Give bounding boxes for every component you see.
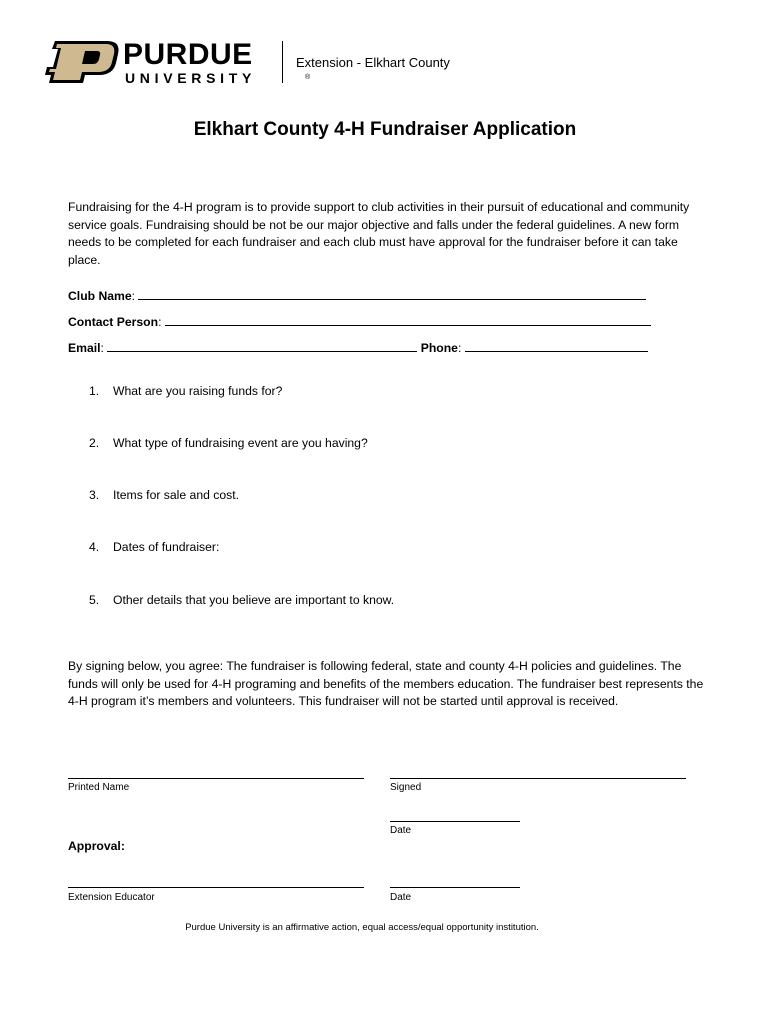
purdue-p-motion-mark-icon [41, 40, 123, 84]
email-label: Email [68, 341, 101, 355]
question-text: Other details that you believe are important to know. [113, 593, 395, 607]
contact-person-field[interactable] [165, 314, 651, 326]
question-number: 3. [89, 488, 100, 502]
intro-paragraph: Fundraising for the 4-H program is to provide support to club activities in their pursuit of educational and community service goals. Fundraising should be not be our major objective and falls under the federal guidelines. A new form needs to be completed for each fundraiser and each club must have approval for the fundraiser before it can take place. [68, 200, 690, 267]
approval-date-caption: Date [390, 892, 412, 903]
signed-date-line[interactable] [390, 821, 520, 822]
contact-person-row [68, 314, 651, 330]
approval-heading: Approval: [68, 839, 125, 853]
phone-field[interactable] [465, 340, 648, 352]
university-wordmark: UNIVERSITY [125, 70, 257, 86]
email-field[interactable] [107, 340, 417, 352]
purdue-logo [41, 38, 311, 86]
question-number: 4. [89, 540, 100, 554]
email-colon: : [100, 341, 104, 355]
printed-name-caption: Printed Name [68, 782, 130, 793]
signature-line[interactable] [390, 778, 686, 779]
email-phone-row [68, 340, 648, 356]
question-number: 5. [89, 593, 100, 607]
question-item [89, 435, 368, 451]
club-name-field[interactable] [138, 288, 646, 300]
question-number: 1. [89, 384, 100, 398]
agreement-paragraph: By signing below, you agree: The fundraiser is following federal, state and county 4-H policies and guidelines. The funds will only be used for 4-H programing and benefits of the members education. The fundraiser best represents the 4-H program it’s members and volunteers. This fundraiser will not be started until approval is received. [68, 659, 704, 708]
approval-date-line[interactable] [390, 887, 520, 888]
contact-person-colon: : [158, 315, 162, 329]
extension-unit-label: Extension - Elkhart County [296, 55, 450, 70]
extension-educator-caption: Extension Educator [68, 892, 155, 903]
phone-colon: : [457, 341, 462, 355]
club-name-row [68, 288, 646, 304]
question-text: What type of fundraising event are you having? [113, 436, 368, 450]
purdue-wordmark: PURDUE [123, 38, 253, 71]
page-title: Elkhart County 4-H Fundraiser Application [193, 119, 577, 140]
question-item [89, 539, 219, 555]
question-number: 2. [89, 436, 100, 450]
question-item [89, 383, 282, 399]
extension-educator-line[interactable] [68, 887, 364, 888]
question-text: Items for sale and cost. [113, 488, 239, 502]
footer-statement: Purdue University is an affirmative action, equal access/equal opportunity institution. [185, 922, 539, 933]
signed-caption: Signed [390, 782, 422, 793]
printed-name-line[interactable] [68, 778, 364, 779]
phone-label: Phone [420, 341, 458, 355]
contact-person-label: Contact Person [68, 315, 159, 329]
question-item [89, 592, 394, 608]
header-divider [282, 41, 283, 83]
signed-date-caption: Date [390, 825, 412, 836]
club-name-label: Club Name [68, 289, 132, 303]
registered-mark: ® [305, 74, 311, 81]
question-item [89, 487, 239, 503]
question-text: What are you raising funds for? [113, 384, 283, 398]
question-text: Dates of fundraiser: [113, 540, 220, 554]
club-name-colon: : [131, 289, 136, 303]
